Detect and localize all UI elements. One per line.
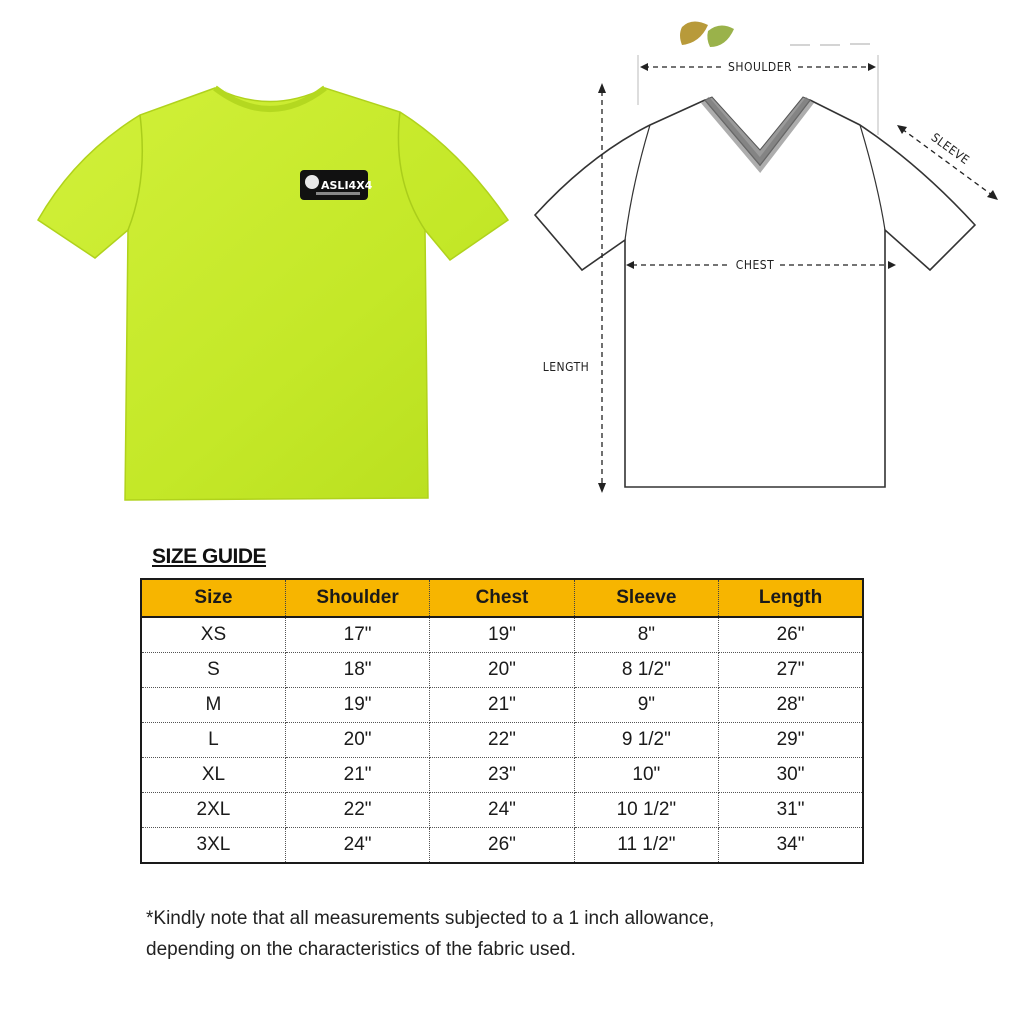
table-cell-sleeve: 9 1/2" [574,723,718,758]
table-body [141,617,863,863]
shoulder-measure [640,60,876,74]
leaf-decoration [680,21,870,47]
column-header-shoulder: Shoulder [285,579,429,617]
note-line-2: depending on the characteristics of the fabric used. [146,939,576,960]
table-row [141,758,863,793]
brand-logo [300,170,373,200]
table-cell-length: 31" [719,793,863,828]
table-cell-length: 27" [719,653,863,688]
table-cell-size: XL [141,758,285,793]
table-cell-shoulder: 22" [285,793,429,828]
table-cell-chest: 19" [430,617,574,653]
size-guide-table [140,578,864,864]
table-row [141,653,863,688]
table-cell-sleeve: 10 1/2" [574,793,718,828]
sleeve-label: SLEEVE [928,130,973,168]
allowance-note [146,903,866,965]
length-label: LENGTH [542,360,590,374]
logo-text: ASLI4X4 [321,179,373,192]
table-cell-size: M [141,688,285,723]
tshirt-photo [30,70,510,510]
table-row [141,617,863,653]
table-cell-chest: 24" [430,793,574,828]
table-cell-sleeve: 10" [574,758,718,793]
table-cell-shoulder: 17" [285,617,429,653]
table-row [141,793,863,828]
table-cell-shoulder: 20" [285,723,429,758]
table-row [141,828,863,864]
table-cell-chest: 22" [430,723,574,758]
table-cell-length: 26" [719,617,863,653]
table-cell-sleeve: 11 1/2" [574,828,718,864]
table-cell-chest: 26" [430,828,574,864]
table-cell-shoulder: 24" [285,828,429,864]
table-cell-chest: 21" [430,688,574,723]
table-cell-chest: 20" [430,653,574,688]
table-row [141,688,863,723]
table-cell-sleeve: 8 1/2" [574,653,718,688]
table-cell-shoulder: 18" [285,653,429,688]
table-cell-size: S [141,653,285,688]
table-row [141,723,863,758]
table-cell-sleeve: 9" [574,688,718,723]
table-cell-size: 3XL [141,828,285,864]
table-cell-length: 34" [776,834,805,855]
table-cell-chest: 23" [430,758,574,793]
column-header-size: Size [141,579,285,617]
table-cell-sleeve: 8" [574,617,718,653]
size-guide-title: SIZE GUIDE [152,545,267,568]
note-line-1: *Kindly note that all measurements subjected to a 1 inch allowance, [146,908,715,929]
shoulder-label: SHOULDER [727,60,793,74]
table-cell-size: L [141,723,285,758]
measurement-diagram [520,15,1024,515]
table-cell-length: 30" [719,758,863,793]
table-cell-size: XS [141,617,285,653]
column-header-length: Length [719,579,863,617]
chest-label: CHEST [735,258,775,272]
table-cell-shoulder: 21" [285,758,429,793]
column-header-sleeve: Sleeve [574,579,718,617]
table-cell-shoulder: 19" [285,688,429,723]
column-header-chest: Chest [430,579,574,617]
table-header-row [141,579,863,617]
length-measure [543,83,606,493]
table-cell-length: 29" [719,723,863,758]
table-cell-size: 2XL [141,793,285,828]
table-cell-length: 28" [719,688,863,723]
